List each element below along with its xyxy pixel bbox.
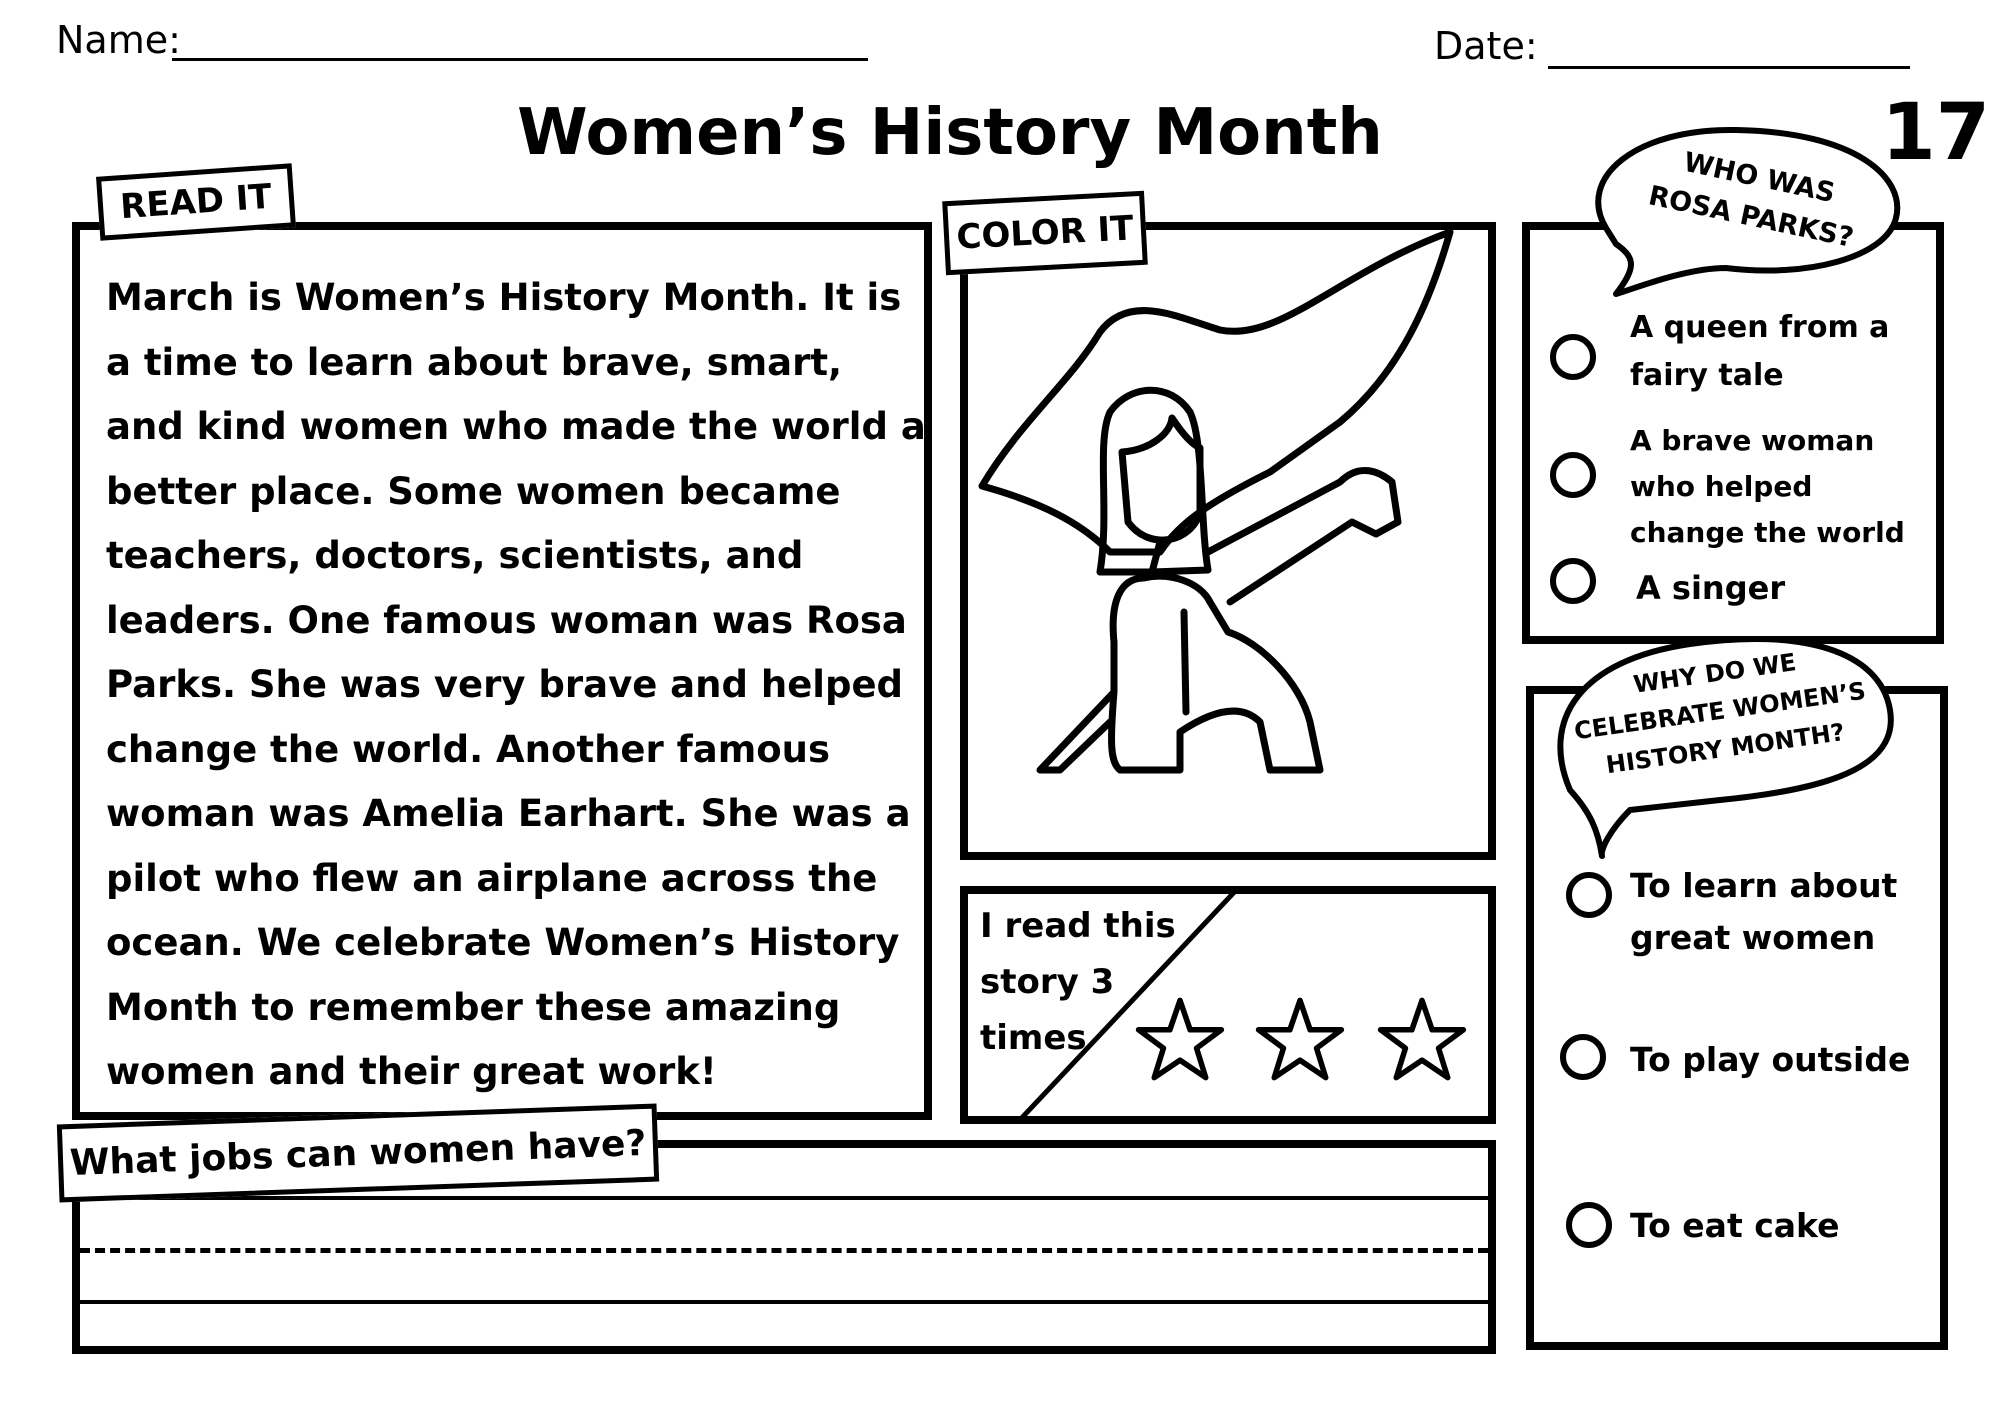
q2-option-2: To play outside — [1630, 1040, 1911, 1079]
superhero-girl-icon — [960, 222, 1496, 860]
date-field[interactable] — [1548, 36, 1910, 69]
option-radio[interactable] — [1566, 872, 1612, 918]
name-field[interactable] — [172, 28, 868, 61]
q1-option-2: A brave woman who helped change the world — [1630, 424, 1905, 549]
star-outline-icon[interactable] — [1134, 994, 1226, 1084]
story-text: March is Women’s History Month. It is a time to learn about brave, smart, and kind women who made the world a better place. Some women became teachers, doctors, scientists, and leaders. One famous woman was Rosa Parks. She was very brave and helped change the world. Another famous woman was Amelia Earhart. She was a pilot who flew an airplane across the ocean. We celebrate Women’s History Month to remember these amazing women and their great work! — [106, 276, 926, 1093]
star-outline-icon[interactable] — [1376, 994, 1468, 1084]
page-number: 17 — [1881, 88, 1990, 178]
writing-top-line — [80, 1196, 1488, 1200]
q2-option-1: To learn about great women — [1630, 866, 1898, 957]
page-title: Women’s History Month — [517, 96, 1383, 170]
read-count-text: I read this story 3 times — [980, 906, 1176, 1058]
read-it-label: READ IT — [96, 163, 296, 241]
option-radio[interactable] — [1550, 334, 1596, 380]
q2-option-3: To eat cake — [1630, 1206, 1840, 1245]
body-shape — [1112, 576, 1320, 770]
question2-text: WHY DO WE CELEBRATE WOMEN’S HISTORY MONTH? — [1572, 648, 1868, 780]
name-label: Name: — [56, 18, 181, 62]
question1-text: WHO WAS ROSA PARKS? — [1645, 146, 1857, 254]
color-it-label: COLOR IT — [942, 191, 1148, 275]
q1-option-3: A singer — [1636, 569, 1786, 607]
option-radio[interactable] — [1550, 452, 1596, 498]
hip-line — [1184, 612, 1186, 712]
option-radio[interactable] — [1560, 1034, 1606, 1080]
option-radio[interactable] — [1550, 558, 1596, 604]
cape-shape — [982, 232, 1450, 552]
date-label: Date: — [1434, 24, 1538, 68]
writing-prompt: What jobs can women have? — [57, 1104, 659, 1203]
writing-base-line — [80, 1300, 1488, 1304]
hair-shape — [1100, 390, 1208, 572]
star-outline-icon[interactable] — [1254, 994, 1346, 1084]
q1-option-1: A queen from a fairy tale — [1630, 310, 1890, 393]
leg-shape — [1040, 692, 1114, 770]
option-radio[interactable] — [1566, 1202, 1612, 1248]
writing-dashed-line — [80, 1248, 1488, 1253]
